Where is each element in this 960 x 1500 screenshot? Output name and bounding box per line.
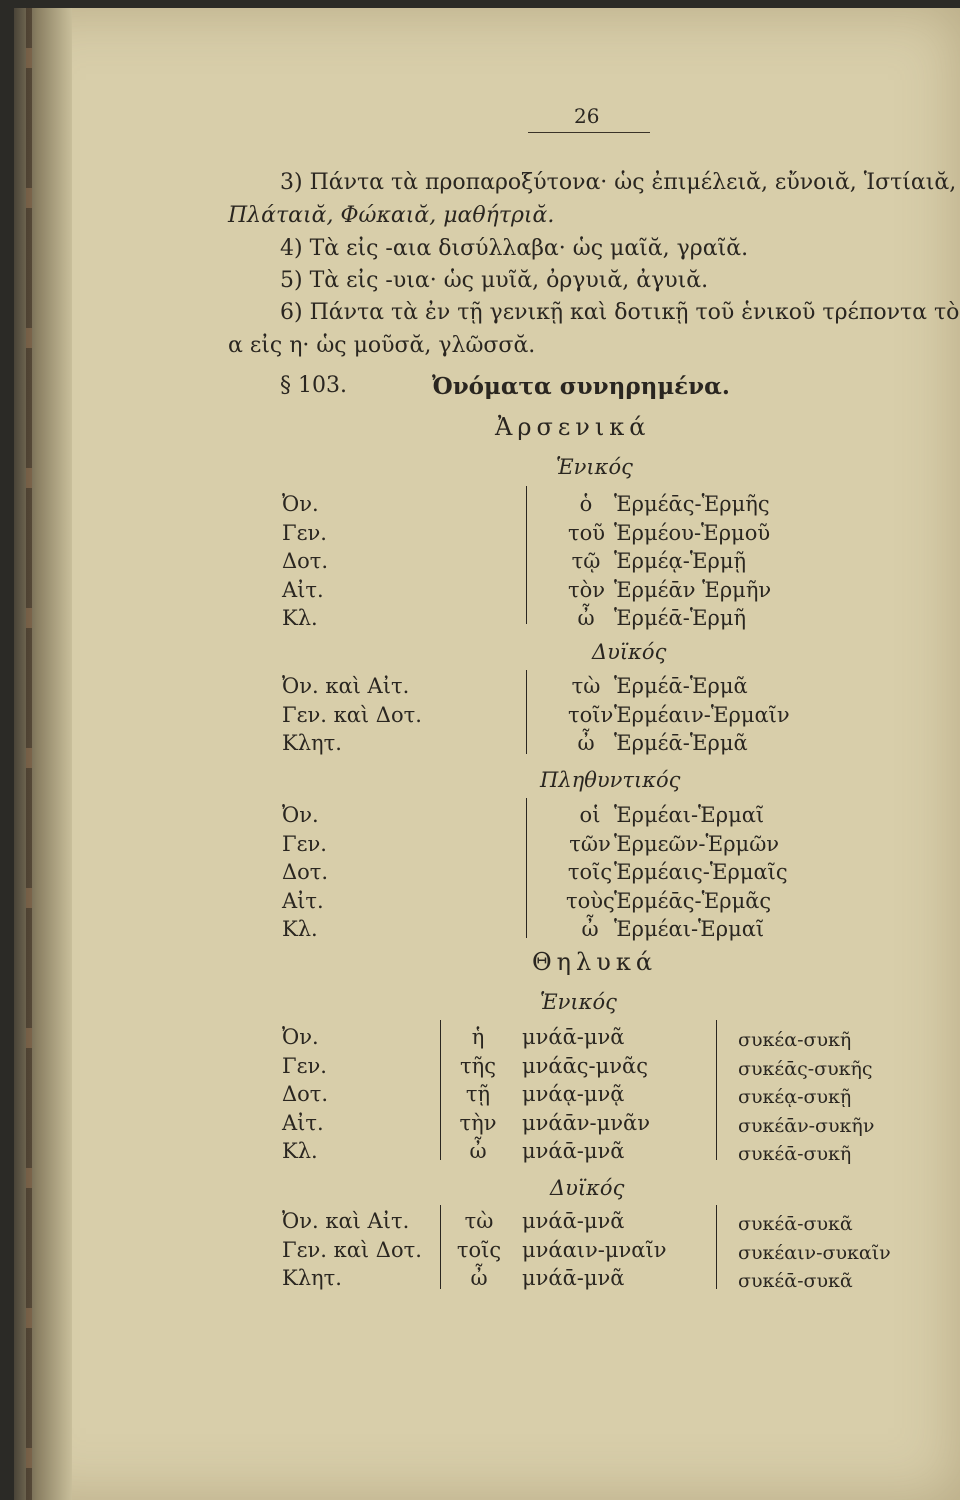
word-form: Ἑρμέᾱν Ἑρμῆν (614, 577, 772, 602)
page-number-rule (528, 132, 650, 133)
word-form: Ἑρμέᾳ-Ἑρμῇ (614, 549, 747, 573)
masc-sing-label: Ἑνικός (556, 455, 633, 479)
case-label: Γεν. (282, 831, 327, 856)
fem-sing-forms-b (738, 1026, 874, 1169)
column-divider (440, 1205, 441, 1289)
case-label: Αἰτ. (282, 1110, 324, 1135)
word-form: συκέᾱς-συκῆς (738, 1057, 873, 1080)
article: τὸν (568, 577, 606, 602)
word-form: μνάᾱ-μνᾶ (522, 1139, 625, 1163)
word-form: συκέᾱ-συκᾶ (738, 1213, 853, 1235)
fem-dual-forms-b (738, 1210, 891, 1296)
article: τὼ (464, 1209, 494, 1233)
case-label: Ὀν. (282, 803, 319, 827)
case-label: Κλητ. (282, 1266, 342, 1290)
masc-dual-label: Δυϊκός (592, 640, 667, 664)
word-form: Ἑρμέαι-Ἑρμαῖ (614, 803, 765, 827)
fem-sing-articles (458, 1023, 498, 1166)
article: ὦ (581, 917, 599, 941)
word-form: Ἑρμέαι-Ἑρμαῖ (614, 917, 765, 941)
book-spine (14, 8, 72, 1500)
fem-sing-cases (282, 1023, 328, 1166)
masc-plur-label: Πληθυντικός (540, 768, 681, 792)
case-label: Γεν. καὶ Δοτ. (282, 702, 422, 727)
column-divider (526, 670, 527, 754)
word-form: συκέᾱν-συκῆν (738, 1114, 875, 1137)
article: ὁ (579, 492, 593, 516)
section-title: Ὀνόματα συνηρημένα. (432, 373, 730, 400)
masc-plur-forms (614, 801, 788, 944)
masc-dual-forms (614, 672, 790, 758)
word-form: μνάᾱ-μνᾶ (522, 1209, 625, 1233)
article: τοὺς (566, 888, 615, 913)
word-form: συκέαιν-συκαῖν (738, 1241, 891, 1264)
word-form: συκέᾳ-συκῇ (738, 1086, 852, 1108)
word-form: συκέα-συκῆ (738, 1029, 852, 1051)
word-form: Ἑρμέᾱς-Ἑρμᾶς (614, 888, 772, 913)
case-label: Κλ. (282, 606, 318, 630)
article: τῇ (465, 1082, 491, 1106)
fem-heading: Θηλυκά (532, 948, 658, 976)
article: τοῖς (567, 860, 613, 884)
masc-sing-forms (614, 490, 771, 633)
article: τῆς (460, 1053, 496, 1078)
case-label: Ὀν. (282, 492, 319, 516)
case-label: Γεν. (282, 520, 327, 545)
rule-3-cont: Πλάταιᾰ, Φώκαιᾰ, μαθήτριᾰ. (228, 203, 555, 228)
article: ὦ (470, 1266, 488, 1290)
masc-sing-cases (282, 490, 328, 633)
fem-dual-forms-a (522, 1207, 666, 1293)
case-label: Κλ. (282, 917, 318, 941)
case-label: Γεν. καὶ Δοτ. (282, 1237, 422, 1262)
fem-sing-label: Ἑνικός (540, 990, 617, 1014)
column-divider (716, 1205, 717, 1289)
word-form: Ἑρμέαις-Ἑρμαῖς (614, 860, 788, 884)
rule-4: 4) Τὰ εἰς -αια δισύλλαβα· ὡς μαῖᾰ, γραῖᾰ. (280, 236, 749, 261)
column-divider (716, 1020, 717, 1160)
case-label: Ὀν. καὶ Αἰτ. (282, 674, 410, 698)
rule-3: 3) Πάντα τὰ προπαροξύτονα· ὡς ἐπιμέλειᾰ, εὔνοιᾰ, Ἱστίαιᾰ, (280, 170, 957, 195)
article: τοῖς (456, 1237, 502, 1262)
article: ὦ (577, 606, 595, 630)
fem-dual-label: Δυϊκός (550, 1176, 625, 1200)
article: ὦ (469, 1139, 487, 1163)
word-form: συκέᾱ-συκῆ (738, 1143, 852, 1165)
fem-dual-articles (456, 1207, 502, 1293)
word-form: Ἑρμέᾱ-Ἑρμᾶ (614, 674, 748, 698)
fem-dual-cases (282, 1207, 422, 1293)
case-label: Αἰτ. (282, 888, 324, 913)
masc-heading: Ἀρσενικά (495, 413, 651, 441)
article: τῶν (569, 831, 611, 856)
column-divider (440, 1020, 441, 1160)
masc-sing-articles (568, 490, 604, 633)
word-form: μνάᾱ-μνᾶ (522, 1266, 625, 1290)
word-form: Ἑρμέαιν-Ἑρμαῖν (614, 702, 790, 727)
rule-5: 5) Τὰ εἰς -υια· ὡς μυῖᾰ, ὀργυιᾰ, ἀγυιᾰ. (280, 268, 709, 293)
article: τὴν (459, 1110, 497, 1135)
article: τὼ (571, 674, 601, 698)
word-form: μνάᾱς-μνᾶς (522, 1053, 648, 1078)
word-form: Ἑρμέᾱ-Ἑρμῆ (614, 606, 747, 630)
rule-6-cont: α εἰς η· ὡς μοῦσᾰ, γλῶσσᾰ. (228, 333, 536, 358)
column-divider (526, 486, 527, 624)
masc-dual-cases (282, 672, 422, 758)
article: τῷ (571, 549, 601, 573)
masc-plur-cases (282, 801, 328, 944)
binding-stitch (26, 8, 32, 1500)
case-label: Δοτ. (282, 860, 329, 884)
rule-6: 6) Πάντα τὰ ἐν τῇ γενικῇ καὶ δοτικῇ τοῦ ἑνικοῦ τρέποντα τὸ (280, 300, 960, 325)
case-label: Δοτ. (282, 1082, 329, 1106)
page-number: 26 (574, 104, 600, 128)
article: οἱ (579, 803, 601, 827)
case-label: Γεν. (282, 1053, 327, 1078)
word-form: Ἑρμέου-Ἑρμοῦ (614, 520, 771, 545)
case-label: Κλ. (282, 1139, 318, 1163)
word-form: Ἑρμέᾱς-Ἑρμῆς (614, 492, 770, 516)
word-form: Ἑρμεῶν-Ἑρμῶν (614, 831, 780, 856)
section-number: § 103. (280, 373, 347, 398)
case-label: Ὀν. (282, 1025, 319, 1049)
article: ὦ (577, 731, 595, 755)
article: ἡ (471, 1025, 485, 1049)
word-form: μνάᾱ-μνᾶ (522, 1025, 625, 1049)
case-label: Αἰτ. (282, 577, 324, 602)
word-form: μνάᾳ-μνᾷ (522, 1082, 625, 1106)
case-label: Κλητ. (282, 731, 342, 755)
word-form: συκέᾱ-συκᾶ (738, 1270, 853, 1292)
word-form: Ἑρμέᾱ-Ἑρμᾶ (614, 731, 748, 755)
fem-sing-forms-a (522, 1023, 650, 1166)
case-label: Ὀν. καὶ Αἰτ. (282, 1209, 410, 1233)
article: τοῖν (568, 702, 614, 727)
masc-dual-articles (568, 672, 614, 758)
masc-plur-articles (566, 801, 614, 944)
word-form: μνάᾱν-μνᾶν (522, 1110, 650, 1135)
case-label: Δοτ. (282, 549, 329, 573)
column-divider (526, 798, 527, 938)
article: τοῦ (568, 520, 606, 545)
word-form: μνάαιν-μναῖν (522, 1237, 667, 1262)
